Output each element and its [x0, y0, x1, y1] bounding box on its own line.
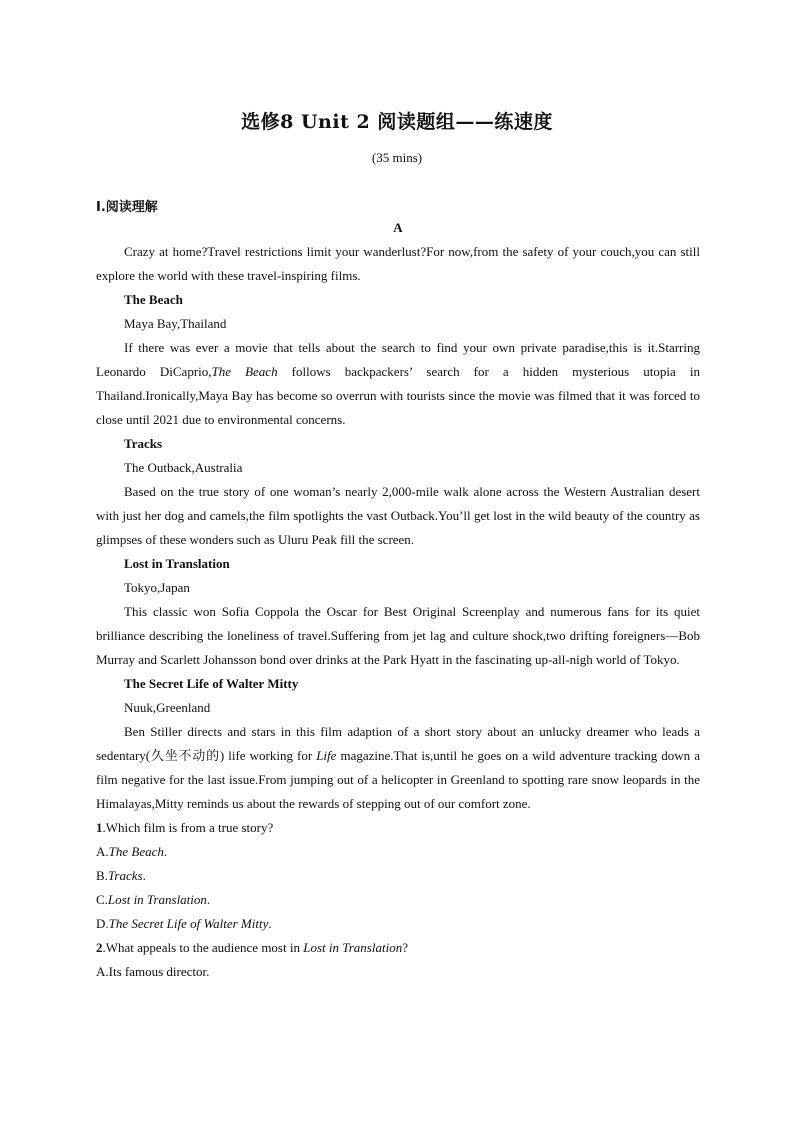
passage-intro: Crazy at home?Travel restrictions limit your wanderlust?For now,from the safety of your couch,you can still explore the world with these travel-inspiring films. [96, 244, 700, 283]
film-title: Tracks [124, 436, 163, 451]
passage-body [96, 216, 700, 984]
film-description: If there was ever a movie that tells about the search to find your own private paradise,this is it.Starring Leonardo DiCaprio,The Beach follows backpackers’ search for a hidden mysterious utopia in Thailand.Ironically,Maya Bay has become so overrun with tourists since the movie was filmed that it was forced to close until 2021 due to environmental concerns. [96, 340, 700, 427]
film-title: Lost in Translation [124, 556, 230, 571]
film-location: Tokyo,Japan [124, 580, 190, 595]
answer-option: C.Lost in Translation. [96, 892, 211, 907]
answer-option: B.Tracks. [96, 868, 146, 883]
time-limit: (35 mins) [371, 150, 423, 165]
answer-option: A.The Beach. [96, 844, 168, 859]
question-stem: 2.What appeals to the audience most in Lost in Translation? [96, 940, 408, 955]
section-heading: Ⅰ.阅读理解 [96, 200, 158, 215]
film-title: The Secret Life of Walter Mitty [124, 676, 299, 691]
answer-option: D.The Secret Life of Walter Mitty. [96, 916, 272, 931]
film-location: Nuuk,Greenland [124, 700, 211, 715]
answer-option: A.Its famous director. [96, 964, 210, 979]
page-title: 选修8 Unit 2 阅读题组——练速度 [241, 111, 553, 133]
film-description: Ben Stiller directs and stars in this film adaption of a short story about an unlucky dreamer who leads a sedentary(久坐不动的) life working for Life magazine.That is,until he goes on a wild adventure tracking down a film negative for the last issue.From jumping out of a helicopter in Greenland to spotting rare snow leopards in the Himalayas,Mitty reminds us about the rewards of stepping out of our comfort zone. [96, 724, 700, 811]
question-stem: 1.Which film is from a true story? [96, 820, 274, 835]
film-description: Based on the true story of one woman’s nearly 2,000-mile walk alone across the Western Australian desert with just her dog and camels,the film spotlights the vast Outback.You’ll get lost in the wild beauty of the country as glimpses of these wonders such as Uluru Peak fill the screen. [96, 484, 700, 547]
passage-letter: A [393, 220, 403, 235]
film-location: The Outback,Australia [124, 460, 243, 475]
film-title: The Beach [124, 292, 183, 307]
film-location: Maya Bay,Thailand [124, 316, 227, 331]
film-description: This classic won Sofia Coppola the Oscar for Best Original Screenplay and numerous fans for its quiet brilliance describing the loneliness of travel.Suffering from jet lag and culture shock,two drifting foreigners—Bob Murray and Scarlett Johansson bond over drinks at the Park Hyatt in the fascinating up-all-nigh world of Tokyo. [96, 604, 700, 667]
